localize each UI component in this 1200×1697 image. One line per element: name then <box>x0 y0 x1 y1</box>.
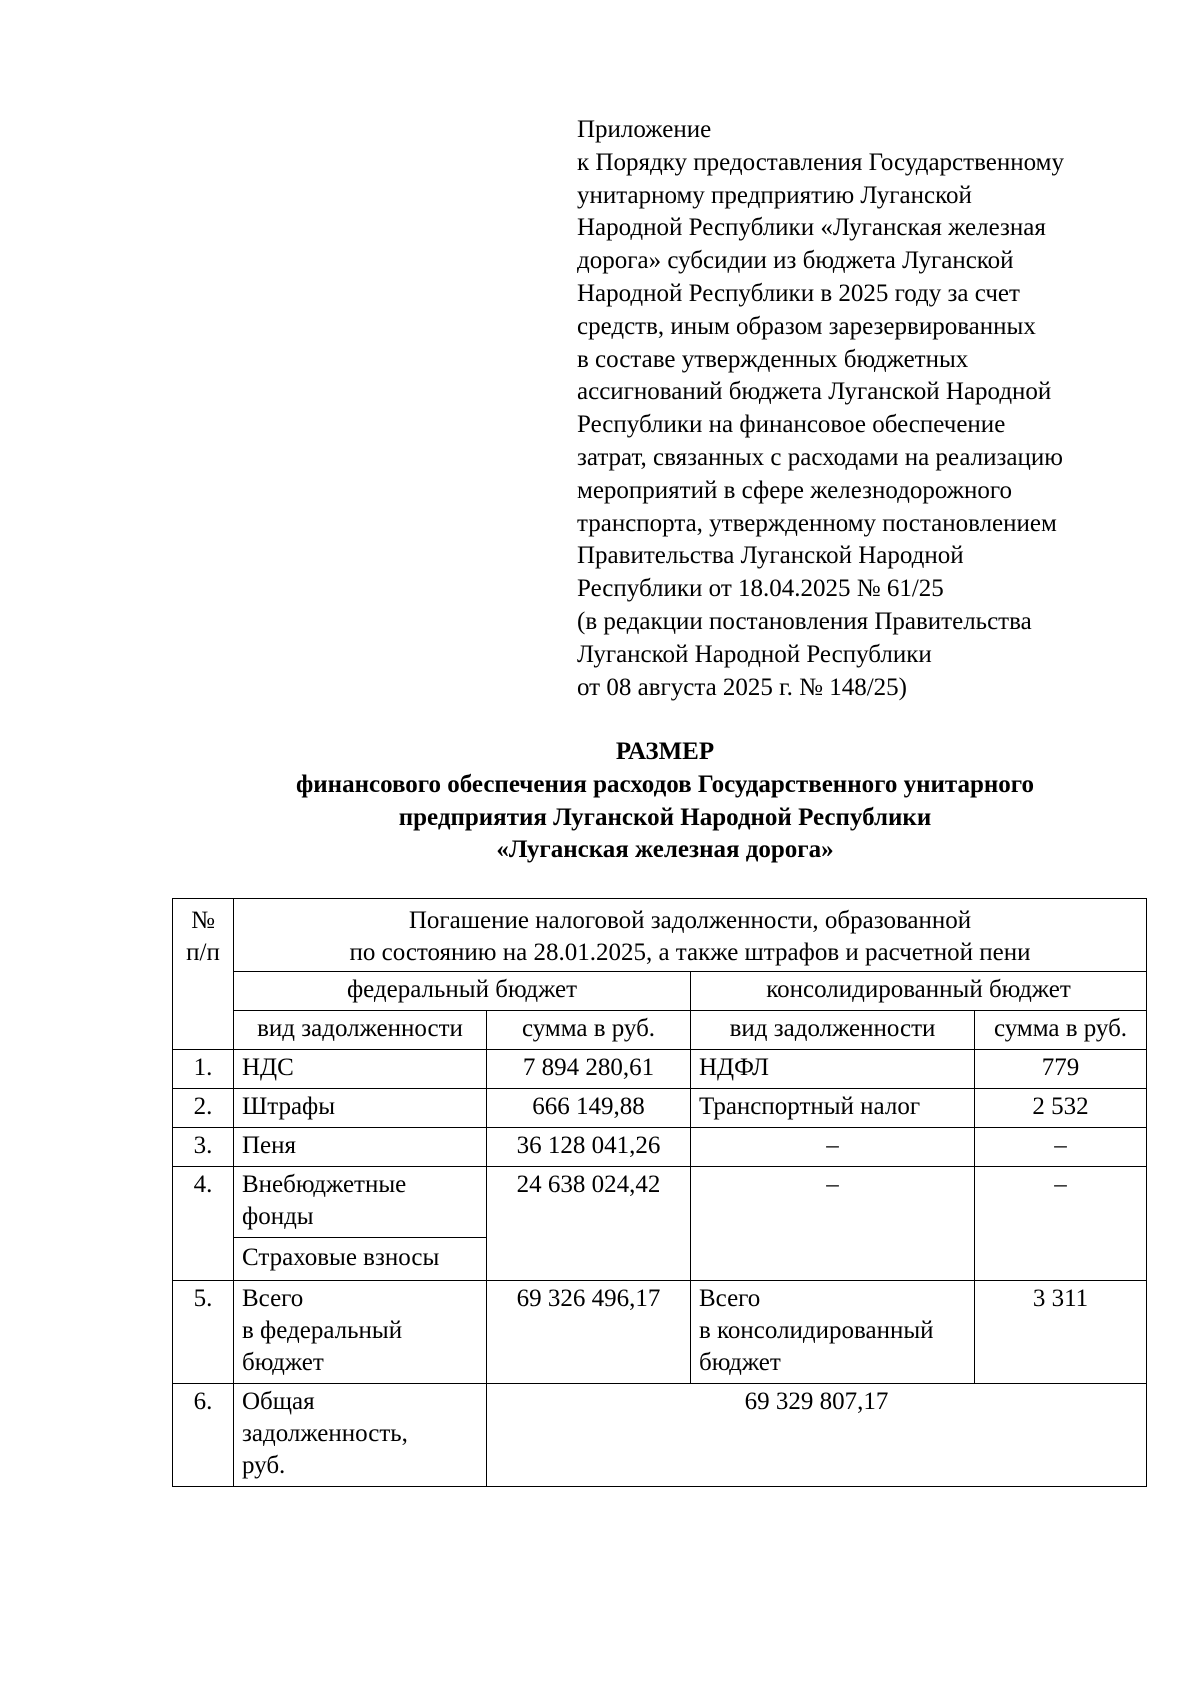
consolidated-amount: – <box>975 1128 1147 1167</box>
appendix-line: в составе утвержденных бюджетных <box>577 345 969 373</box>
table-row <box>173 1050 1147 1089</box>
federal-debt-type <box>234 1281 487 1384</box>
cell-line: Всего <box>699 1285 761 1312</box>
federal-amount: 7 894 280,61 <box>487 1050 691 1089</box>
row-number: 2. <box>173 1089 234 1128</box>
appendix-line: Луганской Народной Республики <box>577 640 932 668</box>
table-row <box>173 1281 1147 1384</box>
appendix-line: Республики на финансовое обеспечение <box>577 411 1006 439</box>
row-number: 6. <box>173 1384 234 1487</box>
federal-amount: 666 149,88 <box>487 1089 691 1128</box>
table-row <box>173 1128 1147 1167</box>
cell-line: Всего <box>242 1285 304 1312</box>
header-row-main <box>173 899 1147 972</box>
appendix-line: (в редакции постановления Правительства <box>577 607 1032 635</box>
col-num-line: п/п <box>186 939 220 966</box>
cell-line: задолженность, <box>242 1420 408 1447</box>
table-row <box>173 1089 1147 1128</box>
consolidated-debt-type: – <box>691 1128 975 1167</box>
federal-debt-type <box>234 1167 487 1238</box>
total-amount: 69 329 807,17 <box>487 1384 1147 1487</box>
consolidated-amount: 779 <box>975 1050 1147 1089</box>
cell-line: фонды <box>242 1203 314 1230</box>
consolidated-budget-header: консолидированный бюджет <box>691 972 1147 1011</box>
federal-debt-subtype: Страховые взносы <box>234 1238 487 1281</box>
header-row-columns <box>173 1011 1147 1050</box>
cell-line: в консолидированный <box>699 1317 934 1344</box>
appendix-block <box>577 114 1177 704</box>
title-line: РАЗМЕР <box>615 738 715 765</box>
appendix-line: Республики от 18.04.2025 № 61/25 <box>577 575 944 603</box>
appendix-line: Правительства Луганской Народной <box>577 542 964 570</box>
appendix-line: Народной Республики в 2025 году за счет <box>577 279 1020 307</box>
appendix-line: средств, иным образом зарезервированных <box>577 312 1036 340</box>
appendix-line: к Порядку предоставления Государственному <box>577 148 1064 176</box>
header-row-budgets <box>173 972 1147 1011</box>
consolidated-debt-type: Транспортный налог <box>691 1089 975 1128</box>
consolidated-debt-type <box>691 1281 975 1384</box>
table-row <box>173 1167 1147 1238</box>
cell-line: Общая <box>242 1388 315 1415</box>
row-number: 5. <box>173 1281 234 1384</box>
appendix-line: Народной Республики «Луганская железная <box>577 214 1046 242</box>
appendix-line: транспорта, утвержденному постановлением <box>577 509 1057 537</box>
consolidated-amount: – <box>975 1167 1147 1281</box>
cell-line: руб. <box>242 1452 286 1479</box>
col-num-line: № <box>191 907 215 934</box>
debt-type-header: вид задолженности <box>234 1011 487 1050</box>
appendix-line: затрат, связанных с расходами на реализацию <box>577 443 1063 471</box>
appendix-line: дорога» субсидии из бюджета Луганской <box>577 247 1014 275</box>
main-header-line: Погашение налоговой задолженности, образованной <box>408 907 972 934</box>
amount-header: сумма в руб. <box>975 1011 1147 1050</box>
cell-line: в федеральный <box>242 1317 403 1344</box>
title-line: финансового обеспечения расходов Государственного унитарного <box>295 770 1035 798</box>
row-number: 3. <box>173 1128 234 1167</box>
federal-debt-type: Пеня <box>234 1128 487 1167</box>
cell-line: бюджет <box>699 1349 781 1376</box>
cell-line: бюджет <box>242 1349 324 1376</box>
consolidated-debt-type: НДФЛ <box>691 1050 975 1089</box>
debt-table <box>172 898 1147 1487</box>
table-row <box>173 1384 1147 1487</box>
row-number: 4. <box>173 1167 234 1281</box>
main-header-line: по состоянию на 28.01.2025, а также штрафов и расчетной пени <box>349 939 1031 966</box>
document-title <box>0 736 1200 867</box>
consolidated-amount: 2 532 <box>975 1089 1147 1128</box>
consolidated-amount: 3 311 <box>975 1281 1147 1384</box>
federal-amount: 69 326 496,17 <box>487 1281 691 1384</box>
federal-debt-type: НДС <box>234 1050 487 1089</box>
appendix-line: от 08 августа 2025 г. № 148/25) <box>577 673 907 701</box>
consolidated-debt-type: – <box>691 1167 975 1281</box>
row-number: 1. <box>173 1050 234 1089</box>
federal-amount: 24 638 024,42 <box>487 1167 691 1281</box>
appendix-line: ассигнований бюджета Луганской Народной <box>577 378 1052 406</box>
federal-debt-type: Штрафы <box>234 1089 487 1128</box>
main-header <box>234 899 1147 972</box>
appendix-line: унитарному предприятию Луганской <box>577 181 972 209</box>
cell-line: Внебюджетные <box>242 1171 407 1198</box>
debt-type-header: вид задолженности <box>691 1011 975 1050</box>
amount-header: сумма в руб. <box>487 1011 691 1050</box>
col-num-header <box>173 899 234 1050</box>
federal-amount: 36 128 041,26 <box>487 1128 691 1167</box>
title-line: «Луганская железная дорога» <box>496 836 834 864</box>
title-line: предприятия Луганской Народной Республики <box>398 803 932 831</box>
federal-budget-header: федеральный бюджет <box>234 972 691 1011</box>
appendix-line: Приложение <box>577 116 712 143</box>
total-label <box>234 1384 487 1487</box>
appendix-line: мероприятий в сфере железнодорожного <box>577 476 1013 504</box>
